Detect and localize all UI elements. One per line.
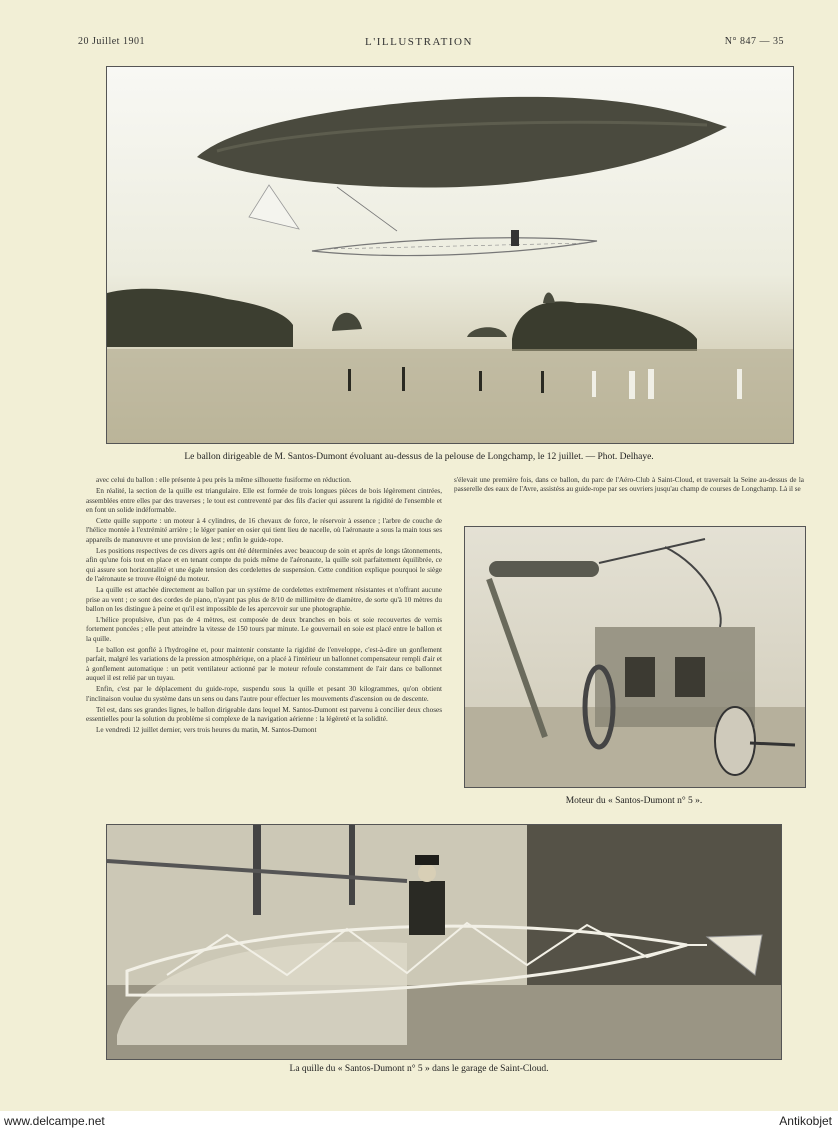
article-column-left <box>86 476 442 806</box>
watermark-left: www.delcampe.net <box>4 1114 105 1128</box>
caption-keel: La quille du « Santos-Dumont n° 5 » dans le garage de Saint-Cloud. <box>289 1064 549 1074</box>
paragraph: s'élevait une première fois, dans ce ballon, du parc de l'Aéro-Club à Saint-Cloud, et traversait la Seine au-dessus de la passerelle des eaux de l'Avre, assistéss au guide-rope par ses ouvriers jusqu'au champ de courses de Longchamp. Là il se <box>454 476 804 494</box>
paragraph: Enfin, c'est par le déplacement du guide-rope, suspendu sous la quille et pesant 30 kilogrammes, qu'on obtient l'inclinaison voulue du système dans un sens ou dans l'autre pour effectuer les mouvements d'ascension ou de descente. <box>86 685 442 703</box>
paragraph: En réalité, la section de la quille est triangulaire. Elle est formée de trois longues pièces de bois légèrement cintrées, assemblées entre elles par des traverses ; le tout est contreventé par des fils d'acier qui assurent la rigidité de l'ensemble et en font un solide indéformable. <box>86 487 442 514</box>
caption-airship: Le ballon dirigeable de M. Santos-Dumont évoluant au-dessus de la pelouse de Longchamp, le 12 juillet. — Phot. Delhaye. <box>184 452 654 462</box>
paragraph: Tel est, dans ses grandes lignes, le ballon dirigeable dans lequel M. Santos-Dumont est parvenu à concilier deux choses essentielles pour la solution du problème si complexe de la navigation aérienne : la légèreté et la solidité. <box>86 705 442 724</box>
paragraph: avec celui du ballon : elle présente à peu près la même silhouette fusiforme en réduction. <box>96 476 352 484</box>
article-column-right <box>454 476 804 516</box>
keel-photo <box>106 824 782 1060</box>
issue-number: N° 847 — 35 <box>724 36 784 47</box>
watermark-right: Antikobjet <box>779 1114 832 1128</box>
issue-date: 20 Juillet 1901 <box>78 36 145 47</box>
watermark-bar <box>0 1111 838 1131</box>
paragraph: Cette quille supporte : un moteur à 4 cylindres, de 16 chevaux de force, le réservoir à essence ; l'arbre de couche de l'hélice montée à l'extrémité arrière ; le léger panier en osier qui tient lieu de nacelle, où l'aéronaute a sous la main tous ses appareils de manœuvre et une provision de lest ; enfin le guide-rope. <box>86 517 442 544</box>
paragraph: La quille est attachée directement au ballon par un système de cordelettes extrêmement résistantes et n'offrant aucune prise au vent ; ce sont des cordes de piano, n'ayant pas plus de 8/10 de millimètre de diamètre, de sorte qu'à 10 mètres du ballon on les distingue à peine et qu'il est impossible de les apercevoir sur une photographie. <box>86 586 442 613</box>
engine-photo <box>464 526 806 788</box>
airship-photo <box>106 66 794 444</box>
caption-engine: Moteur du « Santos-Dumont n° 5 ». <box>565 796 703 806</box>
paragraph: Les positions respectives de ces divers agrès ont été déterminées avec beaucoup de soin et après de longs tâtonnements, afin qu'une fois tout en place et en tenant compte du poids même de l'aéronaute, la quille soit parfaitement équilibrée, ce qui assure son horizontalité et une égale tension des cordelettes de suspension. Cette condition explique pourquoi le siège de l'aéronaute se trouve éloigné du moteur. <box>86 547 442 583</box>
journal-title: L'ILLUSTRATION <box>365 36 473 48</box>
paragraph: Le ballon est gonflé à l'hydrogène et, pour maintenir constante la rigidité de l'enveloppe, c'est-à-dire un gonflement parfait, malgré les variations de la pression atmosphérique, on a placé à l'intérieur un ballonnet compensateur rempli d'air et à gonflement automatique : un petit ventilateur actionné par le moteur refoule constamment de l'air dans ce ballonnet auquel il est relié par un tuyau. <box>86 646 442 682</box>
paragraph: L'hélice propulsive, d'un pas de 4 mètres, est composée de deux branches en bois et soie recouvertes de vernis fortement poncées ; elle peut atteindre la vitesse de 150 tours par minute. Le gouvernail en soie est placé entre le ballon et la quille. <box>86 616 442 643</box>
paragraph: Le vendredi 12 juillet dernier, vers trois heures du matin, M. Santos-Dumont <box>96 726 317 735</box>
